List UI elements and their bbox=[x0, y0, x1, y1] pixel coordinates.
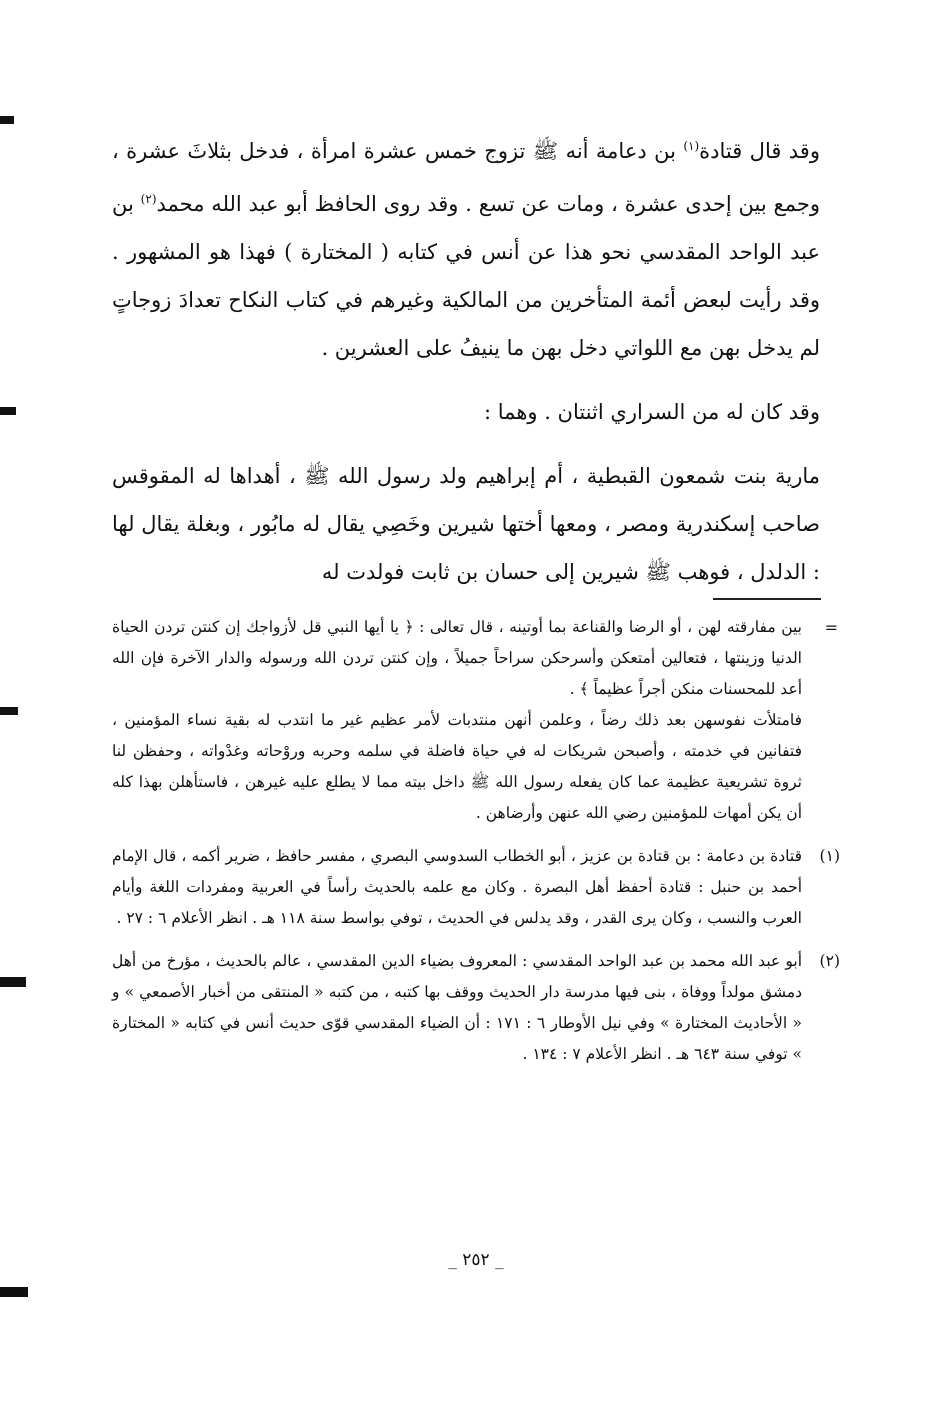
footnote-paragraph: بين مفارقته لهن ، أو الرضا والقناعة بما أوتينه ، قال تعالى : ﴿ يا أيها النبي قل لأزواجك إن كنتن تردن الحياة الدنيا وزينتها ، فتعالين أمتعكن وأسرحكن سراحاً جميلاً ، وإن كنتن تردن الله ورسوله والدار الآخرة فإن الله أعد للمحسنات منكن أجراً عظيماً ﴾ . bbox=[112, 618, 802, 698]
scan-edge-mark bbox=[0, 407, 16, 415]
continuation-mark: = bbox=[824, 618, 838, 637]
footnote-number: (٢) bbox=[819, 952, 840, 970]
footnote-ref-1: (١) bbox=[683, 139, 700, 153]
footnote-number: (١) bbox=[819, 847, 840, 865]
text-run: بن دعامة أنه ﷺ تزوج خمس عشرة امرأة ، فدخل بثلاثَ عشرة ، وجمع بين إحدى عشرة ، ومات عن تسع . وقد روى الحافظ أبو عبد الله محمد bbox=[112, 139, 820, 216]
footnote-text: قتادة بن دعامة : بن قتادة بن عزيز ، أبو الخطاب السدوسي البصري ، مفسر حافظ ، ضرير أكمه ، قال الإمام أحمد بن حنبل : قتادة أحفظ أهل البصرة . وكان مع علمه بالحديث رأساً في العربية ومفردات اللغة وأيام العرب والنسب ، وكان يرى القدر ، وقد يدلس في الحديث ، توفي بواسط سنة ١١٨ هـ . انظر الأعلام ٦ : ٢٧ . bbox=[112, 847, 802, 927]
footnote-continuation bbox=[112, 612, 840, 829]
paragraph: وقد كان له من السراري اثنتان . وهما : bbox=[484, 400, 820, 424]
page-number: _ ٢٥٢ _ bbox=[448, 1250, 504, 1270]
text-run: وقد قال قتادة bbox=[699, 139, 820, 163]
footnote-paragraph: فامتلأت نفوسهن بعد ذلك رضاً ، وعلمن أنهن منتدبات لأمر عظيم غير ما انتدب له بقية نساء المؤمنين ، فتفانين في خدمته ، وأصبحن شريكات له في حياة فاضلة في سلمه وحربه وروْحاته وغدْواته ، وحفظن لنا ثروة تشريعية عظيمة عما كان يفعله رسول الله ﷺ داخل بيته مما لا يطلع عليه غيرهن ، فاستأهلن بهذا كله أن يكن أمهات للمؤمنين رضي الله عنهن وأرضاهن . bbox=[112, 711, 802, 822]
scan-edge-mark bbox=[0, 707, 18, 715]
scan-edge-mark bbox=[0, 116, 14, 124]
text-run: بن عبد الواحد المقدسي نحو هذا عن أنس في كتابه ( المختارة ) فهذا هو المشهور . وقد رأيت لبعض أئمة المتأخرين من المالكية وغيرهم في كتاب النكاح تعدادَ زوجاتٍ لم يدخل بهن مع اللواتي دخل بهن ما ينيفُ على العشرين . bbox=[112, 192, 820, 360]
footnote-text: أبو عبد الله محمد بن عبد الواحد المقدسي : المعروف بضياء الدين المقدسي ، عالم بالحديث ، مؤرخ من أهل دمشق مولداً ووفاة ، بنى فيها مدرسة دار الحديث ووقف بها كتبه ، من كتبه « المنتقى من أخبار الأصمعي » و « الأحاديث المختارة » وفي نيل الأوطار ٦ : ١٧١ : أن الضياء المقدسي قوّى حديث أنس في كتابه « المختارة » توفي سنة ٦٤٣ هـ . انظر الأعلام ٧ : ١٣٤ . bbox=[112, 952, 803, 1063]
scan-edge-mark bbox=[0, 977, 26, 987]
footnote-ref-2: (٢) bbox=[140, 192, 157, 206]
paragraph: مارية بنت شمعون القبطية ، أم إبراهيم ولد رسول الله ﷺ ، أهداها له المقوقس صاحب إسكندرية ومصر ، ومعها أختها شيرين وخَصِي يقال له مابُور ، وبغلة يقال لها : الدلدل ، فوهب ﷺ شيرين إلى حسان بن ثابت فولدت له bbox=[112, 464, 820, 584]
footnotes bbox=[112, 612, 840, 1070]
paragraph bbox=[112, 122, 820, 372]
scan-edge-mark bbox=[0, 1287, 28, 1297]
main-text bbox=[112, 122, 820, 596]
footnote-1 bbox=[112, 841, 840, 934]
footnote-2 bbox=[112, 946, 840, 1070]
footnote-separator bbox=[713, 598, 821, 600]
